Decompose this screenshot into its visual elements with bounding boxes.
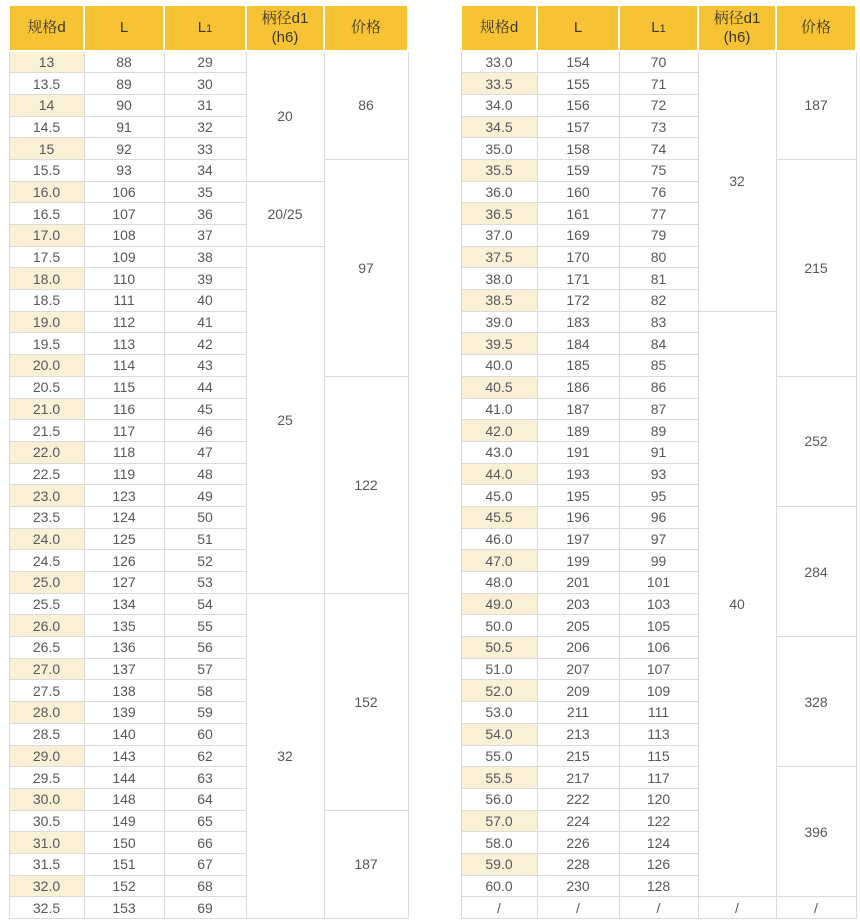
- header-spec: 规格d: [461, 5, 537, 51]
- L1-cell: 48: [164, 463, 246, 485]
- L-cell: 205: [537, 615, 619, 637]
- spec-cell: 24.5: [9, 550, 84, 572]
- L-cell: 189: [537, 420, 619, 442]
- spec-cell: 50.0: [461, 615, 537, 637]
- L-cell: 115: [84, 376, 164, 398]
- shank-diameter-cell: 25: [246, 246, 324, 593]
- L1-cell: 62: [164, 745, 246, 767]
- L1-cell: 86: [619, 376, 698, 398]
- spec-cell: 28.5: [9, 723, 84, 745]
- spec-cell: 42.0: [461, 420, 537, 442]
- L-cell: 134: [84, 593, 164, 615]
- L1-cell: 59: [164, 702, 246, 724]
- L-cell: 117: [84, 420, 164, 442]
- shank-diameter-cell: 20: [246, 51, 324, 181]
- L-cell: 159: [537, 159, 619, 181]
- L-cell: 171: [537, 268, 619, 290]
- L1-cell: 109: [619, 680, 698, 702]
- spec-cell: 24.0: [9, 528, 84, 550]
- L-cell: 203: [537, 593, 619, 615]
- L1-cell: 33: [164, 138, 246, 160]
- spec-cell: 27.0: [9, 658, 84, 680]
- L1-cell: 101: [619, 572, 698, 594]
- spec-cell: 50.5: [461, 637, 537, 659]
- header-L1-main: L: [197, 19, 207, 37]
- spec-cell: 17.5: [9, 246, 84, 268]
- spec-cell: 30.0: [9, 788, 84, 810]
- L1-cell: 103: [619, 593, 698, 615]
- L-cell: 206: [537, 637, 619, 659]
- L1-cell: 50: [164, 506, 246, 528]
- L-cell: 215: [537, 745, 619, 767]
- table-row: [9, 593, 408, 615]
- L-cell: 148: [84, 788, 164, 810]
- L-cell: 137: [84, 658, 164, 680]
- spec-cell: 22.5: [9, 463, 84, 485]
- table-row: [9, 810, 408, 832]
- L-cell: 110: [84, 268, 164, 290]
- L-cell: 135: [84, 615, 164, 637]
- spec-cell: 20.5: [9, 376, 84, 398]
- L1-cell: 111: [619, 702, 698, 724]
- L-cell: 108: [84, 225, 164, 247]
- header-shank-line1: 柄径d1: [713, 9, 761, 27]
- L-cell: 90: [84, 94, 164, 116]
- spec-cell: 17.0: [9, 225, 84, 247]
- L-cell: 160: [537, 181, 619, 203]
- shank-diameter-cell: 20/25: [246, 181, 324, 246]
- L-cell: 107: [84, 203, 164, 225]
- spec-cell: 25.0: [9, 572, 84, 594]
- spec-cell: 41.0: [461, 398, 537, 420]
- header-L: L: [84, 5, 164, 51]
- spec-cell: 40.5: [461, 376, 537, 398]
- L-cell: 149: [84, 810, 164, 832]
- spec-cell: 36.0: [461, 181, 537, 203]
- spec-cell: 55.0: [461, 745, 537, 767]
- price-cell: 252: [776, 376, 856, 506]
- L-cell: 161: [537, 203, 619, 225]
- L1-cell: 30: [164, 73, 246, 95]
- L-cell: /: [537, 897, 619, 919]
- L-cell: 170: [537, 246, 619, 268]
- L-cell: 93: [84, 159, 164, 181]
- header-shank-line2: (h6): [723, 29, 751, 46]
- header-L1-main: L: [651, 19, 660, 37]
- price-cell: 284: [776, 506, 856, 636]
- spec-cell: 35.0: [461, 138, 537, 160]
- L-cell: 154: [537, 51, 619, 73]
- table-row: [461, 159, 856, 181]
- spec-cell: 14: [9, 94, 84, 116]
- L1-cell: 91: [619, 441, 698, 463]
- L-cell: 123: [84, 485, 164, 507]
- L-cell: 224: [537, 810, 619, 832]
- table-row: [461, 897, 856, 919]
- L1-cell: 42: [164, 333, 246, 355]
- table-row: [461, 376, 856, 398]
- L-cell: 91: [84, 116, 164, 138]
- spec-cell: 23.0: [9, 485, 84, 507]
- L-cell: 136: [84, 637, 164, 659]
- L1-cell: 96: [619, 506, 698, 528]
- price-cell: 86: [324, 51, 408, 159]
- L-cell: 197: [537, 528, 619, 550]
- spec-cell: 21.5: [9, 420, 84, 442]
- L-cell: 114: [84, 355, 164, 377]
- spec-cell: 58.0: [461, 832, 537, 854]
- spec-cell: 16.0: [9, 181, 84, 203]
- L1-cell: 63: [164, 767, 246, 789]
- spec-cell: 59.0: [461, 853, 537, 875]
- spec-cell: 31.0: [9, 832, 84, 854]
- L-cell: 157: [537, 116, 619, 138]
- L1-cell: 113: [619, 723, 698, 745]
- L-cell: 183: [537, 311, 619, 333]
- spec-cell: 46.0: [461, 528, 537, 550]
- spec-cell: 47.0: [461, 550, 537, 572]
- spec-cell: 30.5: [9, 810, 84, 832]
- spec-cell: 25.5: [9, 593, 84, 615]
- L-cell: 153: [84, 897, 164, 919]
- header-L1-sub: 1: [206, 23, 213, 36]
- L1-cell: 54: [164, 593, 246, 615]
- spec-cell: 21.0: [9, 398, 84, 420]
- L-cell: 195: [537, 485, 619, 507]
- shank-diameter-cell: /: [698, 897, 776, 919]
- spec-cell: 35.5: [461, 159, 537, 181]
- spec-price-table-left: [8, 4, 409, 919]
- spec-cell: 39.0: [461, 311, 537, 333]
- L-cell: 144: [84, 767, 164, 789]
- header-row: [461, 5, 856, 51]
- spec-cell: 28.0: [9, 702, 84, 724]
- L1-cell: 82: [619, 290, 698, 312]
- spec-cell: 22.0: [9, 441, 84, 463]
- header-L1-sub: 1: [659, 23, 666, 36]
- spec-cell: 57.0: [461, 810, 537, 832]
- header-price: 价格: [776, 5, 856, 51]
- spec-cell: 34.5: [461, 116, 537, 138]
- spec-cell: 45.0: [461, 485, 537, 507]
- L1-cell: 35: [164, 181, 246, 203]
- header-L: L: [537, 5, 619, 51]
- header-row: [9, 5, 408, 51]
- shank-diameter-cell: 32: [698, 51, 776, 311]
- spec-cell: 29.0: [9, 745, 84, 767]
- L-cell: 193: [537, 463, 619, 485]
- spec-cell: 40.0: [461, 355, 537, 377]
- L-cell: 156: [537, 94, 619, 116]
- spec-cell: 51.0: [461, 658, 537, 680]
- L-cell: 169: [537, 225, 619, 247]
- L1-cell: 87: [619, 398, 698, 420]
- header-shank: [698, 5, 776, 51]
- L1-cell: 52: [164, 550, 246, 572]
- L1-cell: 72: [619, 94, 698, 116]
- spec-cell: 32.0: [9, 875, 84, 897]
- price-cell: 396: [776, 767, 856, 897]
- price-cell: 122: [324, 376, 408, 593]
- L-cell: 125: [84, 528, 164, 550]
- L1-cell: 70: [619, 51, 698, 73]
- spec-price-table-right: [460, 4, 857, 919]
- L-cell: 199: [537, 550, 619, 572]
- L1-cell: 124: [619, 832, 698, 854]
- L1-cell: 122: [619, 810, 698, 832]
- price-cell: 328: [776, 637, 856, 767]
- L-cell: 228: [537, 853, 619, 875]
- L-cell: 191: [537, 441, 619, 463]
- header-shank: [246, 5, 324, 51]
- spec-cell: 26.0: [9, 615, 84, 637]
- price-cell: 187: [776, 51, 856, 159]
- spec-cell: /: [461, 897, 537, 919]
- L-cell: 116: [84, 398, 164, 420]
- L1-cell: 36: [164, 203, 246, 225]
- L1-cell: 41: [164, 311, 246, 333]
- table-header: [461, 5, 856, 51]
- spec-cell: 31.5: [9, 853, 84, 875]
- L1-cell: 43: [164, 355, 246, 377]
- L1-cell: 66: [164, 832, 246, 854]
- L1-cell: 74: [619, 138, 698, 160]
- L-cell: 112: [84, 311, 164, 333]
- L-cell: 230: [537, 875, 619, 897]
- L-cell: 151: [84, 853, 164, 875]
- L1-cell: 77: [619, 203, 698, 225]
- L-cell: 201: [537, 572, 619, 594]
- L1-cell: 73: [619, 116, 698, 138]
- L1-cell: 69: [164, 897, 246, 919]
- L1-cell: 60: [164, 723, 246, 745]
- L1-cell: 79: [619, 225, 698, 247]
- L1-cell: 106: [619, 637, 698, 659]
- L1-cell: 57: [164, 658, 246, 680]
- L-cell: 111: [84, 290, 164, 312]
- L1-cell: 34: [164, 159, 246, 181]
- spec-cell: 33.5: [461, 73, 537, 95]
- spec-cell: 18.0: [9, 268, 84, 290]
- spec-cell: 54.0: [461, 723, 537, 745]
- L1-cell: 84: [619, 333, 698, 355]
- L-cell: 127: [84, 572, 164, 594]
- spec-cell: 15.5: [9, 159, 84, 181]
- L-cell: 143: [84, 745, 164, 767]
- L-cell: 118: [84, 441, 164, 463]
- spec-cell: 18.5: [9, 290, 84, 312]
- L1-cell: 107: [619, 658, 698, 680]
- L-cell: 186: [537, 376, 619, 398]
- price-cell: 97: [324, 159, 408, 376]
- L-cell: 124: [84, 506, 164, 528]
- table-row: [461, 637, 856, 659]
- L-cell: 217: [537, 767, 619, 789]
- spec-cell: 37.0: [461, 225, 537, 247]
- L-cell: 209: [537, 680, 619, 702]
- L-cell: 158: [537, 138, 619, 160]
- spec-cell: 48.0: [461, 572, 537, 594]
- L1-cell: 76: [619, 181, 698, 203]
- L-cell: 172: [537, 290, 619, 312]
- spec-cell: 32.5: [9, 897, 84, 919]
- header-spec: 规格d: [9, 5, 84, 51]
- L-cell: 88: [84, 51, 164, 73]
- L1-cell: 55: [164, 615, 246, 637]
- L-cell: 222: [537, 788, 619, 810]
- table-row: [9, 159, 408, 181]
- spec-cell: 26.5: [9, 637, 84, 659]
- L-cell: 185: [537, 355, 619, 377]
- L-cell: 109: [84, 246, 164, 268]
- L1-cell: 80: [619, 246, 698, 268]
- spec-cell: 34.0: [461, 94, 537, 116]
- spec-cell: 37.5: [461, 246, 537, 268]
- L1-cell: 29: [164, 51, 246, 73]
- price-cell: 187: [324, 810, 408, 918]
- L1-cell: 83: [619, 311, 698, 333]
- table-row: [9, 51, 408, 73]
- L-cell: 138: [84, 680, 164, 702]
- price-cell: 215: [776, 159, 856, 376]
- table-row: [461, 506, 856, 528]
- header-shank-line1: 柄径d1: [261, 9, 309, 27]
- L-cell: 119: [84, 463, 164, 485]
- spec-cell: 52.0: [461, 680, 537, 702]
- L-cell: 196: [537, 506, 619, 528]
- L1-cell: 115: [619, 745, 698, 767]
- L1-cell: 49: [164, 485, 246, 507]
- L-cell: 187: [537, 398, 619, 420]
- spec-cell: 56.0: [461, 788, 537, 810]
- L-cell: 213: [537, 723, 619, 745]
- L-cell: 207: [537, 658, 619, 680]
- L1-cell: 81: [619, 268, 698, 290]
- L1-cell: 71: [619, 73, 698, 95]
- L1-cell: 39: [164, 268, 246, 290]
- spec-cell: 60.0: [461, 875, 537, 897]
- header-L1: [619, 5, 698, 51]
- L1-cell: 56: [164, 637, 246, 659]
- L1-cell: 126: [619, 853, 698, 875]
- L1-cell: 40: [164, 290, 246, 312]
- spec-cell: 27.5: [9, 680, 84, 702]
- spec-cell: 53.0: [461, 702, 537, 724]
- spec-cell: 16.5: [9, 203, 84, 225]
- L1-cell: 58: [164, 680, 246, 702]
- L-cell: 226: [537, 832, 619, 854]
- spec-cell: 33.0: [461, 51, 537, 73]
- header-price: 价格: [324, 5, 408, 51]
- spec-cell: 23.5: [9, 506, 84, 528]
- header-L1: [164, 5, 246, 51]
- header-shank-line2: (h6): [271, 29, 299, 46]
- spec-cell: 14.5: [9, 116, 84, 138]
- table-row: [461, 51, 856, 73]
- L1-cell: 31: [164, 94, 246, 116]
- L1-cell: 128: [619, 875, 698, 897]
- L1-cell: 46: [164, 420, 246, 442]
- spec-cell: 36.5: [461, 203, 537, 225]
- L1-cell: 68: [164, 875, 246, 897]
- L1-cell: 120: [619, 788, 698, 810]
- spec-cell: 29.5: [9, 767, 84, 789]
- L-cell: 152: [84, 875, 164, 897]
- spec-cell: 43.0: [461, 441, 537, 463]
- L1-cell: 32: [164, 116, 246, 138]
- L-cell: 155: [537, 73, 619, 95]
- L1-cell: 85: [619, 355, 698, 377]
- L-cell: 211: [537, 702, 619, 724]
- spec-cell: 15: [9, 138, 84, 160]
- L1-cell: 64: [164, 788, 246, 810]
- shank-diameter-cell: 40: [698, 311, 776, 897]
- L1-cell: 47: [164, 441, 246, 463]
- spec-cell: 55.5: [461, 767, 537, 789]
- L-cell: 140: [84, 723, 164, 745]
- spec-cell: 20.0: [9, 355, 84, 377]
- L1-cell: /: [619, 897, 698, 919]
- L1-cell: 97: [619, 528, 698, 550]
- spec-cell: 44.0: [461, 463, 537, 485]
- L1-cell: 53: [164, 572, 246, 594]
- spec-cell: 19.5: [9, 333, 84, 355]
- table-row: [461, 767, 856, 789]
- spec-cell: 13: [9, 51, 84, 73]
- L1-cell: 99: [619, 550, 698, 572]
- L-cell: 92: [84, 138, 164, 160]
- spec-cell: 39.5: [461, 333, 537, 355]
- L1-cell: 93: [619, 463, 698, 485]
- L1-cell: 51: [164, 528, 246, 550]
- L1-cell: 45: [164, 398, 246, 420]
- L-cell: 139: [84, 702, 164, 724]
- price-cell: 152: [324, 593, 408, 810]
- L-cell: 89: [84, 73, 164, 95]
- spec-cell: 19.0: [9, 311, 84, 333]
- spec-cell: 49.0: [461, 593, 537, 615]
- price-cell: /: [776, 897, 856, 919]
- table-header: [9, 5, 408, 51]
- table-body: [461, 51, 856, 919]
- spec-cell: 38.0: [461, 268, 537, 290]
- L1-cell: 65: [164, 810, 246, 832]
- L1-cell: 105: [619, 615, 698, 637]
- L-cell: 106: [84, 181, 164, 203]
- L1-cell: 38: [164, 246, 246, 268]
- spec-cell: 38.5: [461, 290, 537, 312]
- L1-cell: 37: [164, 225, 246, 247]
- shank-diameter-cell: 32: [246, 593, 324, 918]
- L1-cell: 75: [619, 159, 698, 181]
- L-cell: 113: [84, 333, 164, 355]
- L1-cell: 67: [164, 853, 246, 875]
- table-row: [9, 376, 408, 398]
- L1-cell: 117: [619, 767, 698, 789]
- L-cell: 150: [84, 832, 164, 854]
- L-cell: 126: [84, 550, 164, 572]
- table-body: [9, 51, 408, 919]
- L1-cell: 89: [619, 420, 698, 442]
- L1-cell: 95: [619, 485, 698, 507]
- spec-cell: 45.5: [461, 506, 537, 528]
- spec-cell: 13.5: [9, 73, 84, 95]
- L1-cell: 44: [164, 376, 246, 398]
- L-cell: 184: [537, 333, 619, 355]
